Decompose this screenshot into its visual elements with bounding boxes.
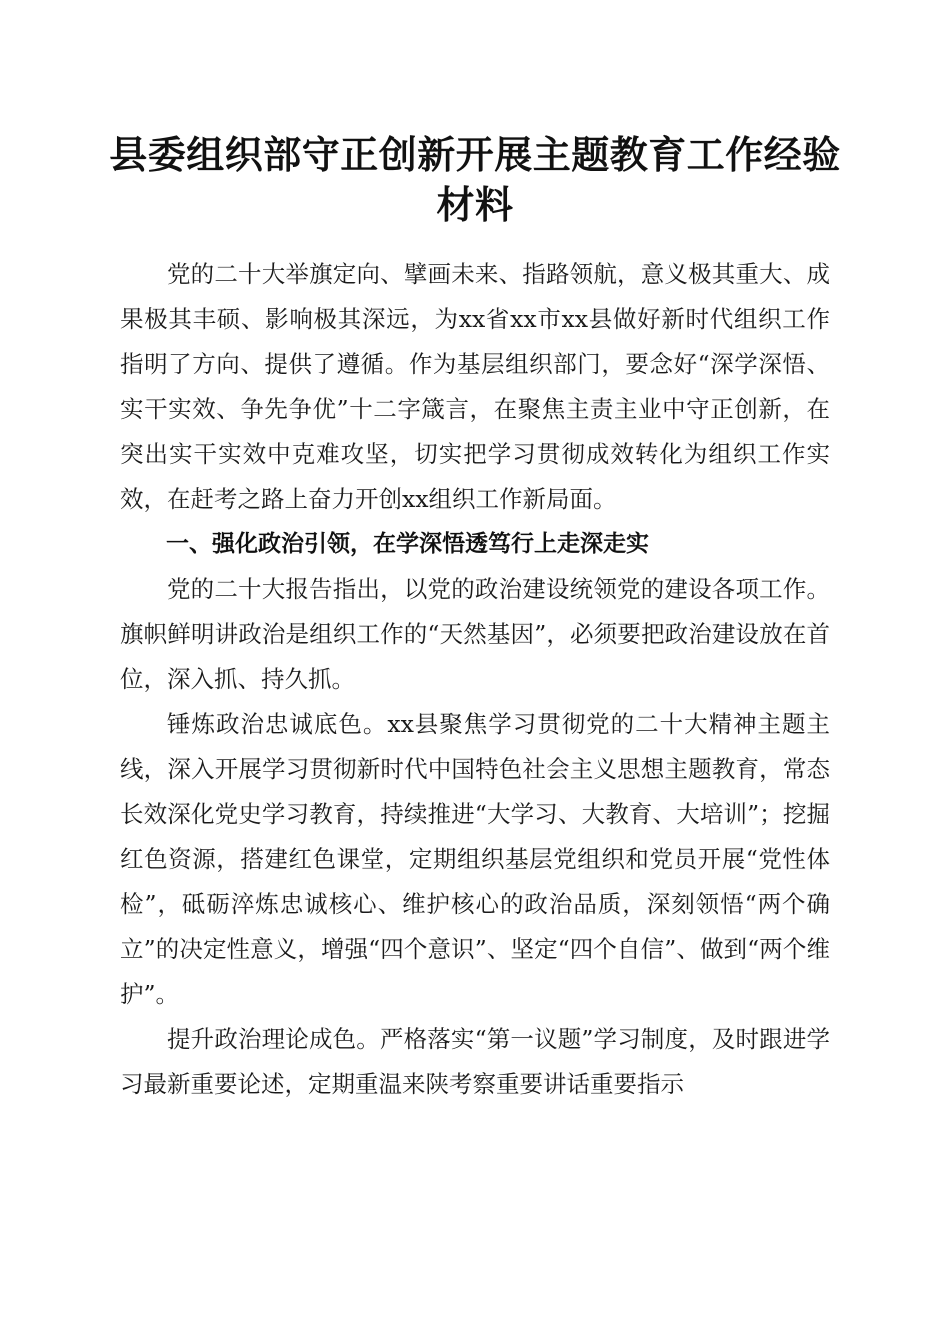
body-paragraph: 党的二十大报告指出，以党的政治建设统领党的建设各项工作。旗帜鲜明讲政治是组织工作的“天然基因”，必须要把政治建设放在首位，深入抓、持久抓。 (120, 575, 830, 693)
body-paragraph: 锤炼政治忠诚底色。xx县聚焦学习贯彻党的二十大精神主题主线，深入开展学习贯彻新时代中国特色社会主义思想主题教育，常态长效深化党史学习教育，持续推进“大学习、大教育、大培训”；挖掘红色资源，搭建红色课堂，定期组织基层党组织和党员开展“党性体检”，砥砺淬炼忠诚核心、维护核心的政治品质，深刻领悟“两个确立”的决定性意义，增强“四个意识”、坚定“四个自信”、做到“两个维护”。 (120, 710, 830, 1008)
body-paragraph: 提升政治理论成色。严格落实“第一议题”学习制度，及时跟进学习最新重要论述，定期重温来陕考察重要讲话重要指示 (120, 1025, 830, 1098)
intro-paragraph: 党的二十大举旗定向、擘画未来、指路领航，意义极其重大、成果极其丰硕、影响极其深远，为xx省xx市xx县做好新时代组织工作指明了方向、提供了遵循。作为基层组织部门，要念好“深学深悟、实干实效、争先争优”十二字箴言，在聚焦主责主业中守正创新，在突出实干实效中克难攻坚，切实把学习贯彻成效转化为组织工作实效，在赶考之路上奋力开创xx组织工作新局面。 (120, 260, 830, 513)
document-title: 县委组织部守正创新开展主题教育工作经验材料 (109, 132, 841, 227)
section-heading: 一、强化政治引领，在学深悟透笃行上走深走实 (166, 531, 649, 557)
document-body (120, 252, 830, 1107)
